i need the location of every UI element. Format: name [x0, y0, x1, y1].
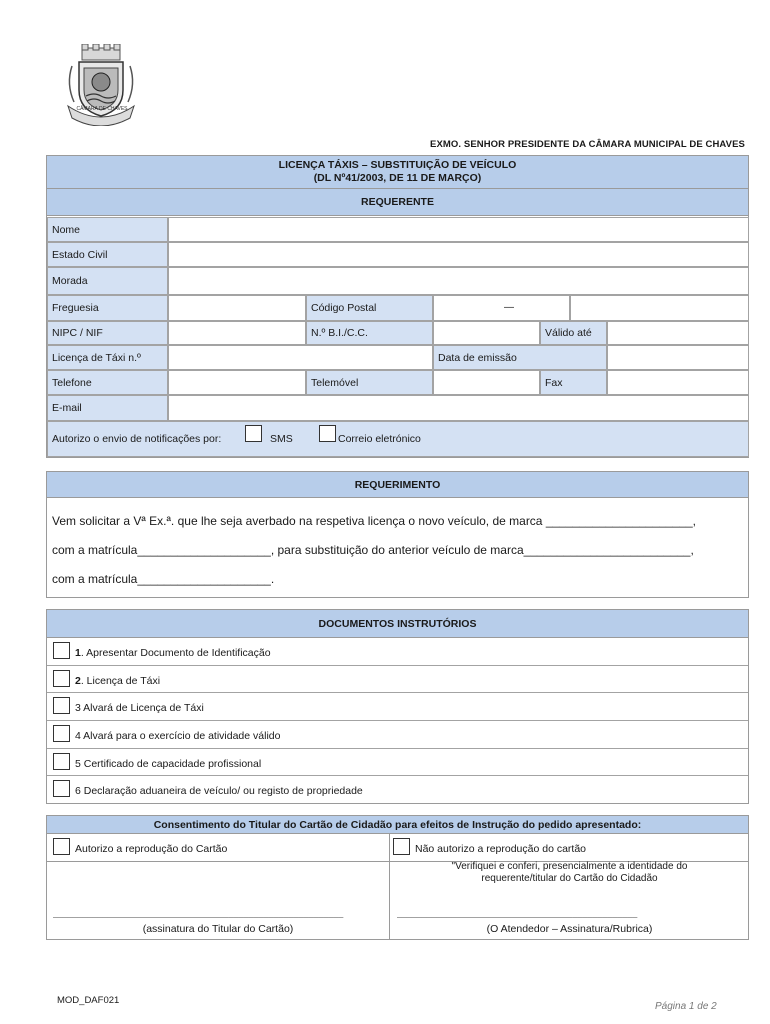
telemovel-field[interactable] [433, 370, 540, 395]
document-label [75, 675, 160, 687]
document-number: 2 [75, 675, 81, 687]
nao-autorizo-checkbox[interactable] [393, 838, 410, 855]
fax-field[interactable] [607, 370, 749, 395]
label-estado-civil: Estado Civil [47, 242, 168, 267]
notifications-label: Autorizo o envio de notificações por: [52, 433, 222, 445]
document-text: 5 Certificado de capacidade profissional [75, 758, 262, 770]
document-checkbox[interactable] [53, 670, 70, 687]
autorizo-checkbox[interactable] [53, 838, 70, 855]
document-item [47, 776, 748, 804]
label-valido: Válido até [540, 321, 607, 345]
label-bi: N.º B.I./C.C. [306, 321, 433, 345]
nome-field[interactable] [168, 217, 749, 242]
document-checkbox[interactable] [53, 642, 70, 659]
form-code: MOD_DAF021 [57, 995, 120, 1006]
label-nipc: NIPC / NIF [47, 321, 168, 345]
notifications-row [47, 421, 749, 457]
requerente-section [46, 155, 749, 458]
nipc-field[interactable] [168, 321, 306, 345]
verificacao-text [390, 861, 749, 885]
codigo-postal-separator: — [504, 302, 514, 313]
documentos-section [46, 609, 749, 804]
consentimento-header: Consentimento do Titular do Cartão de Cidadão para efeitos de Instrução do pedido apresentado: [47, 816, 748, 834]
bi-field[interactable] [433, 321, 540, 345]
requerimento-line1: Vem solicitar a Vª Ex.ª. que lhe seja averbado na respetiva licença o novo veículo, de marca ______________________, [52, 514, 696, 528]
document-checkbox[interactable] [53, 753, 70, 770]
verificacao-line1: "Verifiquei e conferi, presencialmente a identidade do [451, 861, 688, 872]
document-item [47, 666, 748, 693]
sms-checkbox[interactable] [245, 425, 262, 442]
label-fax: Fax [540, 370, 607, 395]
document-item [47, 721, 748, 749]
verificacao-line2: requerente/titular do Cartão do Cidadão [481, 873, 658, 884]
requerimento-line3: com a matrícula____________________. [52, 572, 275, 586]
document-checkbox[interactable] [53, 697, 70, 714]
localidade-field[interactable] [570, 295, 749, 321]
licenca-field[interactable] [168, 345, 433, 370]
consentimento-section [46, 815, 749, 940]
form-title [47, 156, 748, 189]
document-item [47, 693, 748, 721]
addressee-line: EXMO. SENHOR PRESIDENTE DA CÂMARA MUNICIPAL DE CHAVES [430, 139, 745, 150]
document-checkbox[interactable] [53, 780, 70, 797]
document-label [75, 702, 204, 714]
freguesia-field[interactable] [168, 295, 306, 321]
signature-label-atendedor: (O Atendedor – Assinatura/Rubrica) [486, 923, 653, 935]
label-telefone: Telefone [47, 370, 168, 395]
requerimento-line2: com a matrícula____________________, para substituição do anterior veículo de marca_________________________, [52, 543, 694, 557]
municipal-coat-of-arms-logo [64, 44, 138, 126]
estado-civil-field[interactable] [168, 242, 749, 267]
data-emissao-field[interactable] [607, 345, 749, 370]
document-item [47, 749, 748, 776]
telefone-field[interactable] [168, 370, 306, 395]
signature-label-titular: (assinatura do Titular do Cartão) [142, 923, 294, 935]
page-number: Página 1 de 2 [655, 1001, 717, 1012]
signature-line-titular[interactable]: __________________________________________________________ [53, 908, 344, 918]
document-text: 4 Alvará para o exercício de atividade válido [75, 730, 281, 742]
document-text: . Apresentar Documento de Identificação [80, 647, 271, 659]
label-freguesia: Freguesia [47, 295, 168, 321]
label-morada: Morada [47, 267, 168, 295]
email-notification-label: Correio eletrónico [338, 433, 421, 445]
document-item [47, 638, 748, 666]
label-telemovel: Telemóvel [306, 370, 433, 395]
label-email: E-mail [47, 395, 168, 421]
morada-field[interactable] [168, 267, 749, 295]
email-notification-checkbox[interactable] [319, 425, 336, 442]
label-nome: Nome [47, 217, 168, 242]
codigo-postal-field[interactable] [433, 295, 570, 321]
form-title-line1: LICENÇA TÁXIS – SUBSTITUIÇÃO DE VEÍCULO [278, 159, 517, 171]
autorizo-label: Autorizo a reprodução do Cartão [75, 843, 228, 855]
document-text: . Licença de Táxi [80, 675, 161, 687]
email-field[interactable] [168, 395, 749, 421]
document-number: 1 [75, 647, 81, 659]
signature-line-atendedor[interactable]: ________________________________________________ [397, 908, 638, 918]
document-label [75, 758, 261, 770]
document-checkbox[interactable] [53, 725, 70, 742]
nao-autorizo-label: Não autorizo a reprodução do cartão [415, 843, 587, 855]
label-licenca: Licença de Táxi n.º [47, 345, 168, 370]
document-text: 3 Alvará de Licença de Táxi [75, 702, 204, 714]
document-label [75, 647, 271, 659]
logo-ribbon-text: CÂMARA DE CHAVES [76, 106, 128, 112]
requerimento-section [46, 471, 749, 598]
label-codigo-postal: Código Postal [306, 295, 433, 321]
documentos-header: DOCUMENTOS INSTRUTÓRIOS [47, 610, 748, 638]
valido-field[interactable] [607, 321, 749, 345]
document-label [75, 730, 280, 742]
requerente-header: REQUERENTE [47, 189, 748, 216]
label-data-emissao: Data de emissão [433, 345, 607, 370]
sms-label: SMS [270, 433, 293, 445]
form-title-line2: (DL Nº41/2003, DE 11 DE MARÇO) [313, 172, 482, 184]
requerimento-header: REQUERIMENTO [47, 472, 748, 498]
document-label [75, 785, 363, 797]
document-text: 6 Declaração aduaneira de veículo/ ou registo de propriedade [75, 785, 363, 797]
